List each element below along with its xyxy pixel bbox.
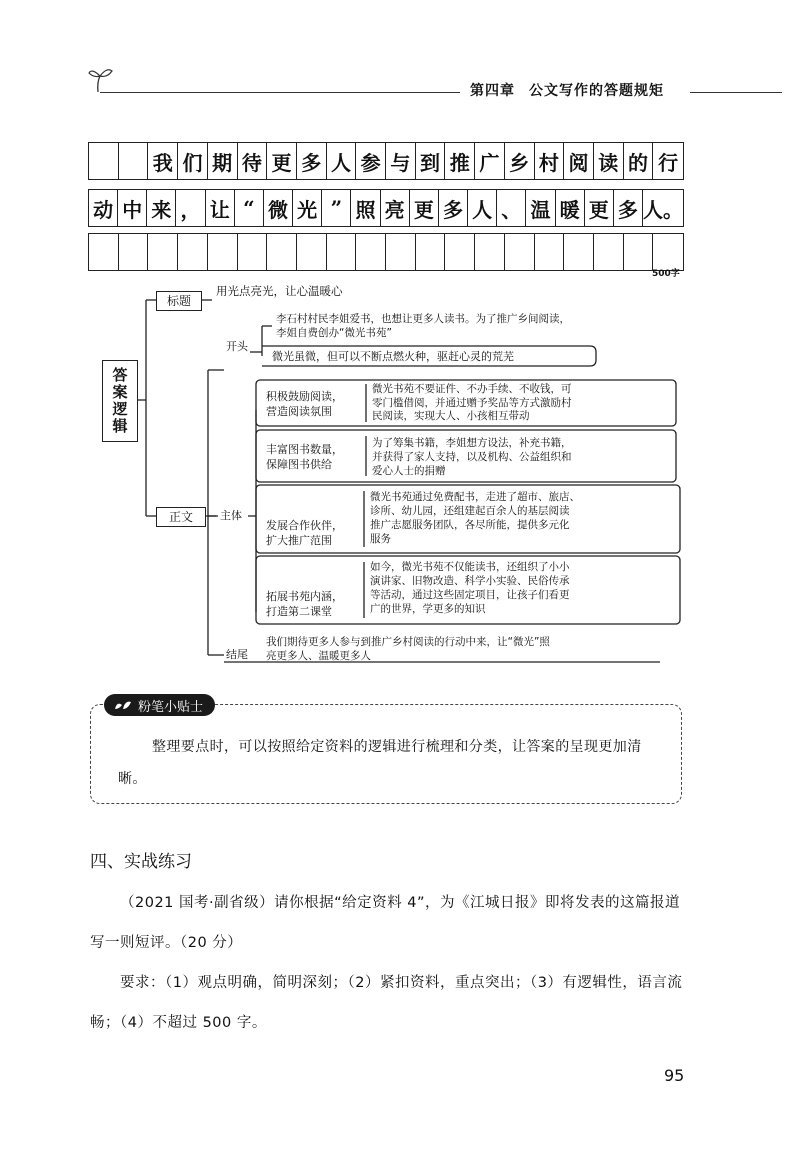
grid-cell: 中 bbox=[118, 190, 147, 226]
grid-cell: 更 bbox=[585, 190, 614, 226]
title-label: 标题 bbox=[156, 291, 202, 311]
chapter-title: 公文写作的答题规矩 bbox=[529, 83, 664, 99]
grid-cell: 期 bbox=[208, 143, 238, 179]
main-item-2-key: 丰富图书数量， 保障图书供给 bbox=[266, 443, 343, 471]
grid-cell: ” bbox=[322, 190, 351, 226]
grid-cell: 人 bbox=[327, 143, 357, 179]
tip-tag bbox=[104, 694, 215, 716]
grid-cell: 动 bbox=[89, 190, 118, 226]
grid-cell: 更 bbox=[267, 143, 297, 179]
leaf-icon bbox=[114, 699, 132, 711]
word-count-label: 500字 bbox=[652, 269, 680, 279]
title-text: 用光点亮光，让心温暖心 bbox=[216, 284, 343, 298]
grid-cell: 照 bbox=[351, 190, 380, 226]
tip-tag-label: 粉笔小贴士 bbox=[138, 699, 204, 715]
main-item-1-detail: 微光书苑不要证件、不办手续、不收钱，可 零门槛借阅，并通过赠予奖品等方式激励村 民阅读，实现大人、小孩相互带动 bbox=[372, 383, 572, 422]
main-item-4-key: 拓展书苑内涵， 打造第二课堂 bbox=[266, 590, 343, 618]
grid-cell: 暖 bbox=[556, 190, 585, 226]
grid-cell: 温 bbox=[526, 190, 555, 226]
grid-cell: “ bbox=[235, 190, 264, 226]
grid-cell: 亮 bbox=[381, 190, 410, 226]
opening-item-1: 李石村村民李姐爱书，也想让更多人读书。为了推广乡间阅读， 李姐自费创办“微光书苑” bbox=[276, 313, 570, 339]
ending-label: 结尾 bbox=[226, 648, 248, 661]
body-label: 正文 bbox=[156, 507, 206, 527]
grid-cell: 村 bbox=[535, 143, 565, 179]
grid-cell: 读 bbox=[594, 143, 624, 179]
question-paragraph: （2021 国考·副省级）请你根据“给定资料 4”，为《江城日报》即将发表的这篇报道写一则短评。（20 分） bbox=[90, 895, 680, 951]
grid-cell: 的 bbox=[624, 143, 654, 179]
page-number: 95 bbox=[664, 1066, 685, 1085]
grid-cell: 阅 bbox=[564, 143, 594, 179]
grid-cell: 推 bbox=[445, 143, 475, 179]
grid-cell: 来 bbox=[147, 190, 176, 226]
grid-cell: 更 bbox=[410, 190, 439, 226]
main-item-4-detail: 如今，微光书苑不仅能读书，还组织了小小 演讲家、旧物改造、科学小实验、民俗传承 等活动，通过这些固定项目，让孩子们看更 广的世界，学更多的知识 bbox=[370, 561, 570, 615]
opening-item-2: 微光虽微，但可以不断点燃火种，驱赶心灵的荒芜 bbox=[272, 350, 514, 363]
main-item-2-detail: 为了筹集书籍，李姐想方设法，补充书籍， 并获得了家人支持，以及机构、公益组织和 爱心人士的捐赠 bbox=[372, 437, 572, 477]
chapter-label: 第四章 bbox=[470, 83, 515, 99]
main-item-1-key: 积极鼓励阅读， 营造阅读氛围 bbox=[266, 390, 343, 418]
grid-cell: ， bbox=[176, 190, 205, 226]
requirements-paragraph: 要求：（1）观点明确，简明深刻；（2）紧扣资料，重点突出；（3）有逻辑性，语言流畅；（4）不超过 500 字。 bbox=[90, 975, 683, 1031]
grid-cell: 光 bbox=[293, 190, 322, 226]
grid-cell: 与 bbox=[386, 143, 416, 179]
grid-cell: 行 bbox=[658, 150, 679, 175]
grid-cell: 广 bbox=[475, 143, 505, 179]
grid-cell: 微 bbox=[264, 190, 293, 226]
grid-cell: 多 bbox=[297, 143, 327, 179]
answer-logic-root: 答案逻辑 bbox=[102, 360, 138, 442]
main-item-3-key: 发展合作伙伴， 扩大推广范围 bbox=[266, 519, 343, 547]
grid-cell: 们 bbox=[178, 143, 208, 179]
grid-cell: 让 bbox=[206, 190, 235, 226]
grid-cell: 多 bbox=[439, 190, 468, 226]
grid-cell: 待 bbox=[238, 143, 268, 179]
grid-cell: 、 bbox=[497, 190, 526, 226]
grid-cell: 人 bbox=[468, 190, 497, 226]
grid-cell: 到 bbox=[416, 143, 446, 179]
ending-text: 我们期待更多人参与到推广乡村阅读的行动中来，让“微光”照 亮更多人、温暖更多人 bbox=[266, 636, 550, 662]
grid-cell: 我 bbox=[148, 143, 178, 179]
section-heading: 四、实战练习 bbox=[90, 852, 192, 872]
main-label: 主体 bbox=[220, 509, 242, 522]
tip-body: 整理要点时，可以按照给定资料的逻辑进行梳理和分类，让答案的呈现更加清晰。 bbox=[118, 739, 642, 787]
grid-cell: 乡 bbox=[505, 143, 535, 179]
opening-label: 开头 bbox=[226, 340, 248, 353]
main-item-3-detail: 微光书苑通过免费配书，走进了超市、旅店、 诊所、幼儿园，还组建起百余人的基层阅读 推广志愿服务团队，各尽所能，提供多元化 服务 bbox=[370, 491, 580, 545]
grid-cell: 多 bbox=[614, 190, 643, 226]
grid-cell: 参 bbox=[356, 143, 386, 179]
grid-cell: 人。 bbox=[642, 197, 683, 222]
